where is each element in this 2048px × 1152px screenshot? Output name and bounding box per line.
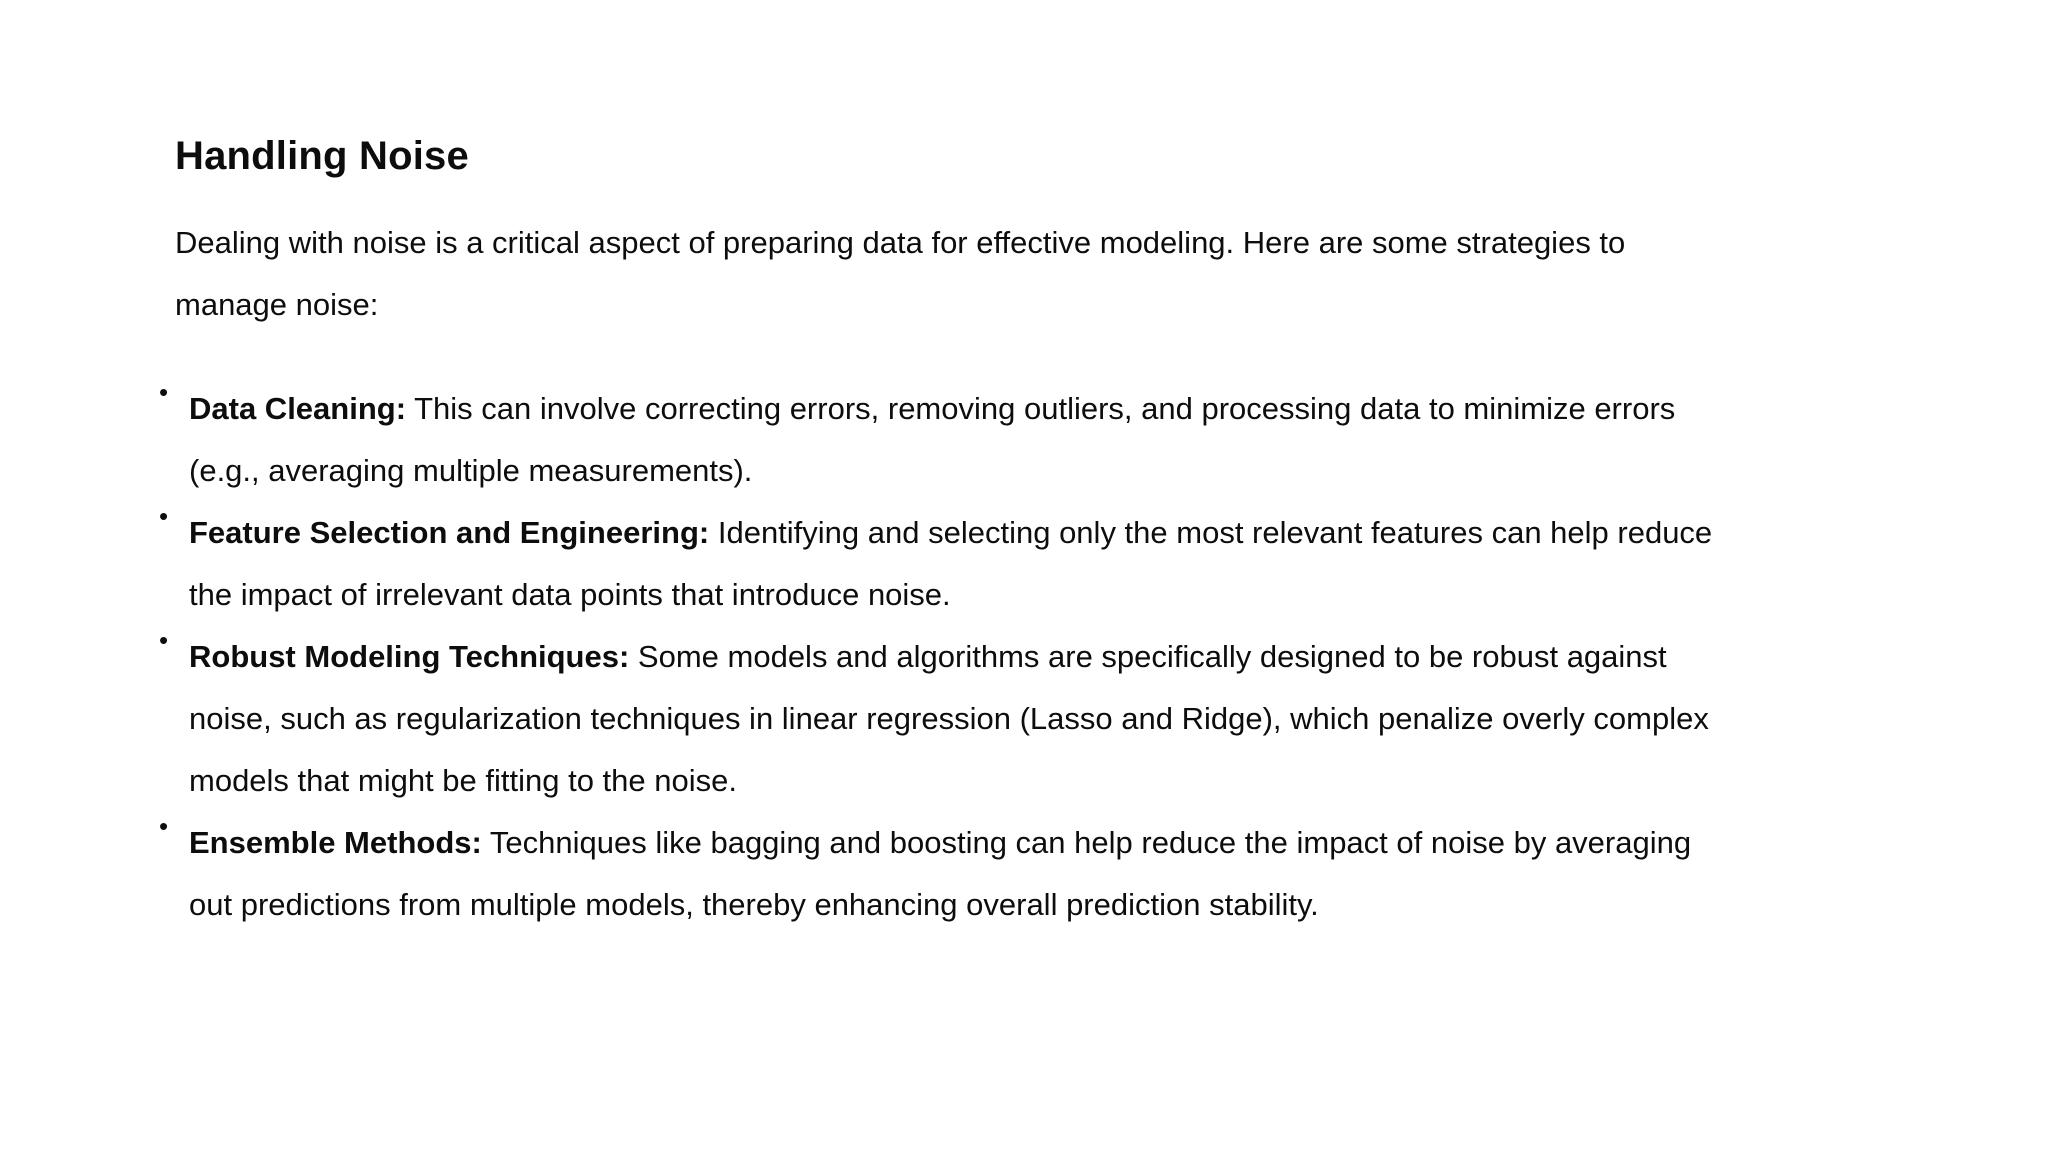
bullet-icon: • bbox=[159, 625, 169, 655]
list-item-text: Some models and algorithms are specifically designed to be robust against noise, such as regularization techniques in linear regression (Lasso and Ridge), which penalize overly complex models that might be fitting to the noise. bbox=[189, 639, 1709, 798]
list-item bbox=[159, 501, 1735, 626]
list-item-text: Techniques like bagging and boosting can help reduce the impact of noise by averaging out predictions from multiple models, thereby enhancing overall prediction stability. bbox=[189, 825, 1692, 922]
list-item-title: Data Cleaning: bbox=[189, 391, 407, 426]
bullet-icon: • bbox=[159, 377, 169, 407]
bullet-icon: • bbox=[159, 811, 169, 841]
bullet-icon: • bbox=[159, 501, 169, 531]
document-section bbox=[159, 128, 1735, 936]
intro-paragraph: Dealing with noise is a critical aspect of preparing data for effective modeling. Here are some strategies to manage noise: bbox=[175, 225, 1626, 322]
list-item-title: Feature Selection and Engineering: bbox=[189, 515, 710, 550]
list-item bbox=[159, 625, 1735, 812]
list-item-text: Identifying and selecting only the most relevant features can help reduce the impact of irrelevant data points that introduce noise. bbox=[189, 515, 1713, 612]
list-item-title: Ensemble Methods: bbox=[189, 825, 482, 860]
section-heading: Handling Noise bbox=[175, 134, 469, 178]
list-item bbox=[159, 811, 1735, 936]
list-item-text: This can involve correcting errors, removing outliers, and processing data to minimize errors (e.g., averaging multiple measurements). bbox=[189, 391, 1676, 488]
list-item-title: Robust Modeling Techniques: bbox=[189, 639, 630, 674]
strategy-list bbox=[159, 377, 1735, 936]
list-item bbox=[159, 377, 1735, 502]
